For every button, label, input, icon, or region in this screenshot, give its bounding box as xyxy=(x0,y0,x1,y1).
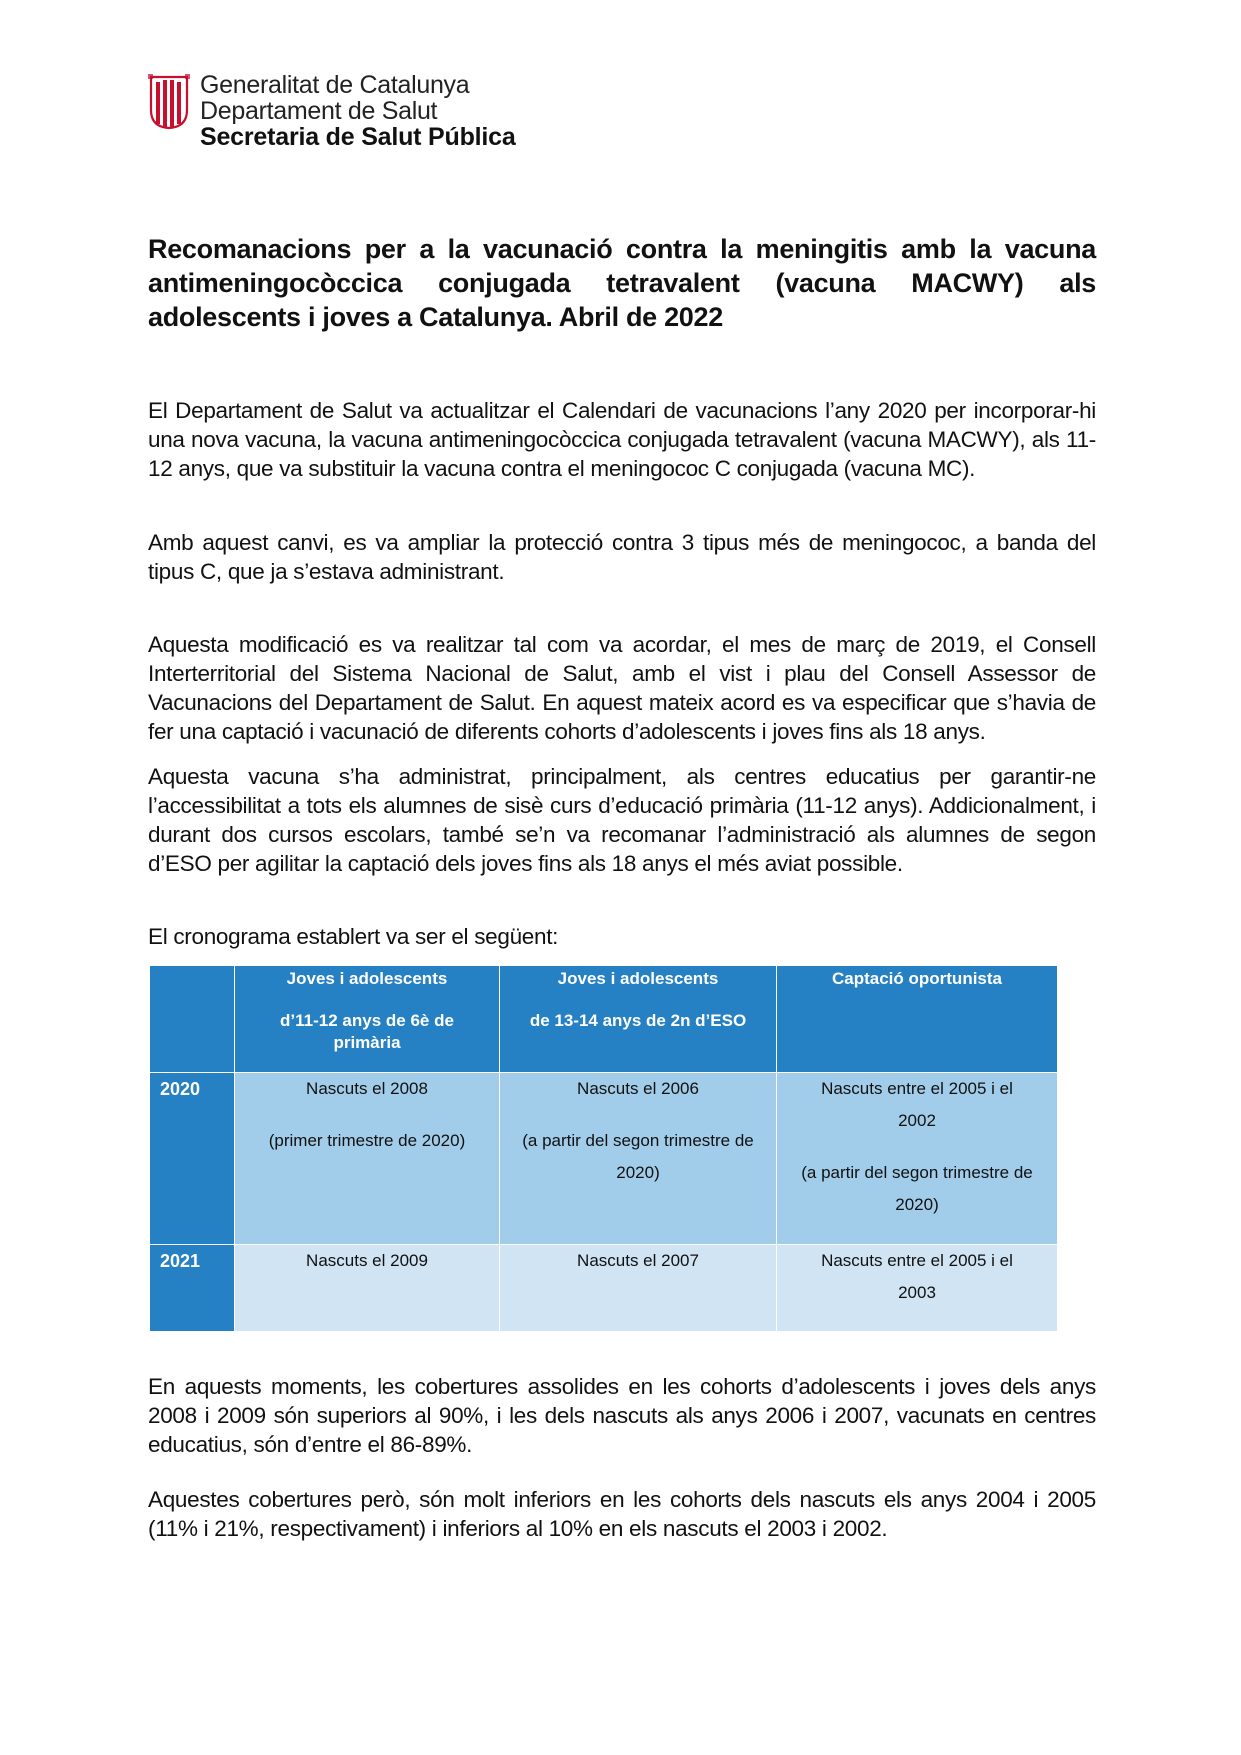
schedule-table xyxy=(149,965,1058,1332)
document-title: Recomanacions per a la vacunació contra la meningitis amb la vacuna antimeningocòccica conjugada tetravalent (vacuna MACWY) als adolescents i joves a Catalunya. Abril de 2022 xyxy=(148,234,1096,332)
header-logo xyxy=(148,72,516,150)
cell-note: (a partir del segon trimestre de 2020) xyxy=(801,1163,1033,1214)
table-cell xyxy=(500,1073,777,1245)
table-header-col3 xyxy=(777,966,1058,1073)
header-col2-line2: de 13-14 anys de 2n d’ESO xyxy=(529,1011,747,1030)
paragraph-4: Aquesta vacuna s’ha administrat, principalment, als centres educatius per garantir-ne l’accessibilitat a tots els alumnes de sisè curs d’educació primària (11-12 anys). Addicionalment, i durant dos cursos escolars, també se’n va recomanar l’administració als alumnes de segon d’ESO per agilitar la captació dels joves fins als 18 anys el més aviat possible. xyxy=(148,764,1096,876)
org-name: Generalitat de Catalunya xyxy=(200,71,470,99)
table-header-empty xyxy=(150,966,235,1073)
row-year: 2021 xyxy=(150,1245,235,1332)
cell-main: Nascuts el 2008 xyxy=(306,1079,428,1098)
cell-note: (primer trimestre de 2020) xyxy=(268,1131,466,1150)
table-cell xyxy=(777,1073,1058,1245)
table-cell xyxy=(235,1245,500,1332)
header-col2-line1: Joves i adolescents xyxy=(557,969,719,988)
paragraph-1: El Departament de Salut va actualitzar el Calendari de vacunacions l’any 2020 per incorporar-hi una nova vacuna, la vacuna antimeningocòccica conjugada tetravalent (vacuna MACWY), als 11-12 anys, que va substituir la vacuna contra el meningococ C conjugada (vacuna MC). xyxy=(148,398,1096,481)
cell-note: (a partir del segon trimestre de 2020) xyxy=(522,1131,754,1182)
table-header-row xyxy=(150,966,1058,1073)
header-col1-line3: primària xyxy=(333,1033,401,1052)
header-col3-line1: Captació oportunista xyxy=(831,969,1002,988)
department-name: Departament de Salut xyxy=(200,97,438,125)
cell-main: Nascuts entre el 2005 i el 2002 xyxy=(821,1079,1013,1130)
cell-main: Nascuts entre el 2005 i el 2003 xyxy=(821,1251,1013,1302)
paragraph-2: Amb aquest canvi, es va ampliar la protecció contra 3 tipus més de meningococ, a banda del tipus C, que ja s’estava administrant. xyxy=(148,530,1096,584)
paragraph-7: Aquestes cobertures però, són molt inferiors en les cohorts dels nascuts els anys 2004 i 2005 (11% i 21%, respectivament) i inferiors al 10% en els nascuts el 2003 i 2002. xyxy=(148,1487,1096,1541)
cell-main: Nascuts el 2009 xyxy=(306,1251,428,1270)
table-header-col1 xyxy=(235,966,500,1073)
paragraph-5: El cronograma establert va ser el següent: xyxy=(148,924,559,949)
table-row xyxy=(150,1245,1058,1332)
paragraph-3: Aquesta modificació es va realitzar tal com va acordar, el mes de març de 2019, el Consell Interterritorial del Sistema Nacional de Salut, amb el vist i plau del Consell Assessor de Vacunacions del Departament de Salut. En aquest mateix acord es va especificar que s’havia de fer una captació i vacunació de diferents cohorts d’adolescents i joves fins als 18 anys. xyxy=(148,632,1096,744)
table-row xyxy=(150,1073,1058,1245)
header-col1-line1: Joves i adolescents xyxy=(286,969,448,988)
table-cell xyxy=(777,1245,1058,1332)
paragraph-6: En aquests moments, les cobertures assolides en les cohorts d’adolescents i joves dels anys 2008 i 2009 són superiors al 90%, i les dels nascuts als anys 2006 i 2007, vacunats en centres educatius, són d’entre el 86-89%. xyxy=(148,1374,1096,1457)
cell-main: Nascuts el 2006 xyxy=(577,1079,699,1098)
senyera-coat-of-arms-icon xyxy=(148,74,190,130)
table-header-col2 xyxy=(500,966,777,1073)
header-col1-line2: d’11-12 anys de 6è de xyxy=(280,1011,454,1030)
cell-main: Nascuts el 2007 xyxy=(577,1251,699,1270)
table-cell xyxy=(235,1073,500,1245)
secretariat-name: Secretaria de Salut Pública xyxy=(200,123,516,151)
row-year: 2020 xyxy=(150,1073,235,1245)
table-cell xyxy=(500,1245,777,1332)
